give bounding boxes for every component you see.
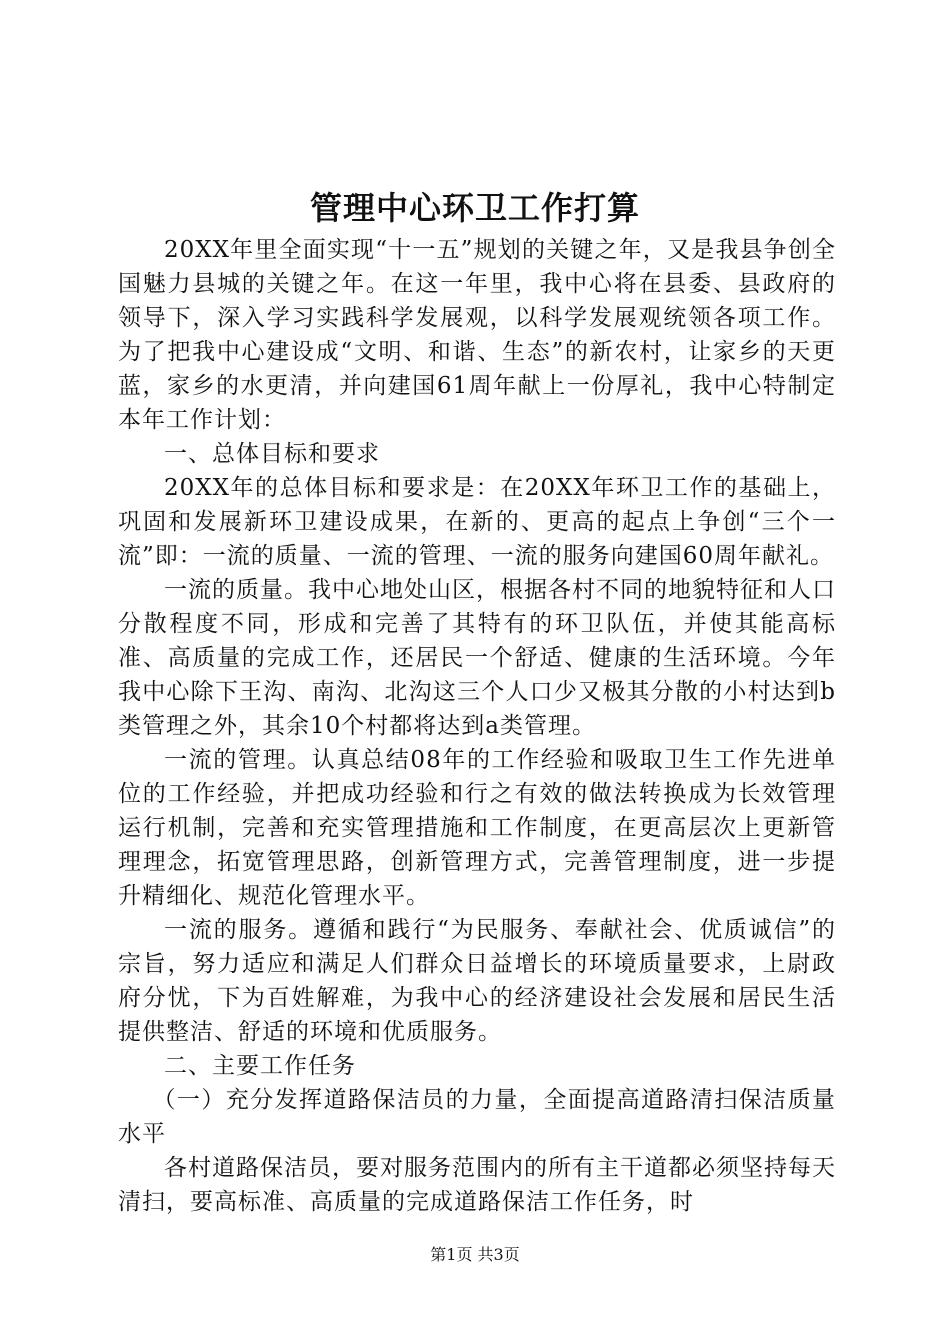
paragraph-intro: 20XX年里全面实现“十一五”规划的关键之年，又是我县争创全国魅力县城的关键之年。在这一年里，我中心将在县委、县政府的领导下，深入学习实践科学发展观，以科学发展观统领各项工作。为了把我中心建设成“文明、和谐、生态”的新农村，让家乡的天更蓝，家乡的水更清，并向建国61周年献上一份厚礼，我中心特制定本年工作计划：	[118, 237, 836, 433]
paragraph-service: 一流的服务。遵循和践行“为民服务、奉献社会、优质诚信”的宗旨，努力适应和满足人们群众日益增长的环境质量要求，上尉政府分忧，下为百姓解难，为我中心的经济建设社会发展和居民生活提供整洁、舒适的环境和优质服务。	[118, 917, 836, 1045]
paragraph-management: 一流的管理。认真总结08年的工作经验和吸取卫生工作先进单位的工作经验，并把成功经验和行之有效的做法转换成为长效管理运行机制，完善和充实管理措施和工作制度，在更高层次上更新管理理念，拓宽管理思路，创新管理方式，完善管理制度，进一步提升精细化、规范化管理水平。	[118, 747, 836, 909]
subsection-heading-1: （一）充分发挥道路保洁员的力量，全面提高道路清扫保洁质量水平	[118, 1087, 836, 1147]
section-heading-1: 一、总体目标和要求	[164, 441, 380, 467]
document-body	[118, 233, 836, 1219]
paragraph-goals: 20XX年的总体目标和要求是：在20XX年环卫工作的基础上，巩固和发展新环卫建设成果，在新的、更高的起点上争创“三个一流”即：一流的质量、一流的管理、一流的服务向建国60周年献礼。	[118, 475, 836, 569]
page-footer: 第1页 共3页	[430, 1245, 520, 1264]
paragraph-road-cleaning: 各村道路保洁员，要对服务范围内的所有主干道都必须坚持每天清扫，要高标准、高质量的完成道路保洁工作任务，时	[118, 1155, 836, 1215]
paragraph-quality: 一流的质量。我中心地处山区，根据各村不同的地貌特征和人口分散程度不同，形成和完善了其特有的环卫队伍，并使其能高标准、高质量的完成工作，还居民一个舒适、健康的生活环境。今年我中心除下王沟、南沟、北沟这三个人口少又极其分散的小村达到b类管理之外，其余10个村都将达到a类管理。	[118, 577, 836, 739]
document-title: 管理中心环卫工作打算	[309, 189, 640, 227]
section-heading-2: 二、主要工作任务	[164, 1053, 356, 1079]
